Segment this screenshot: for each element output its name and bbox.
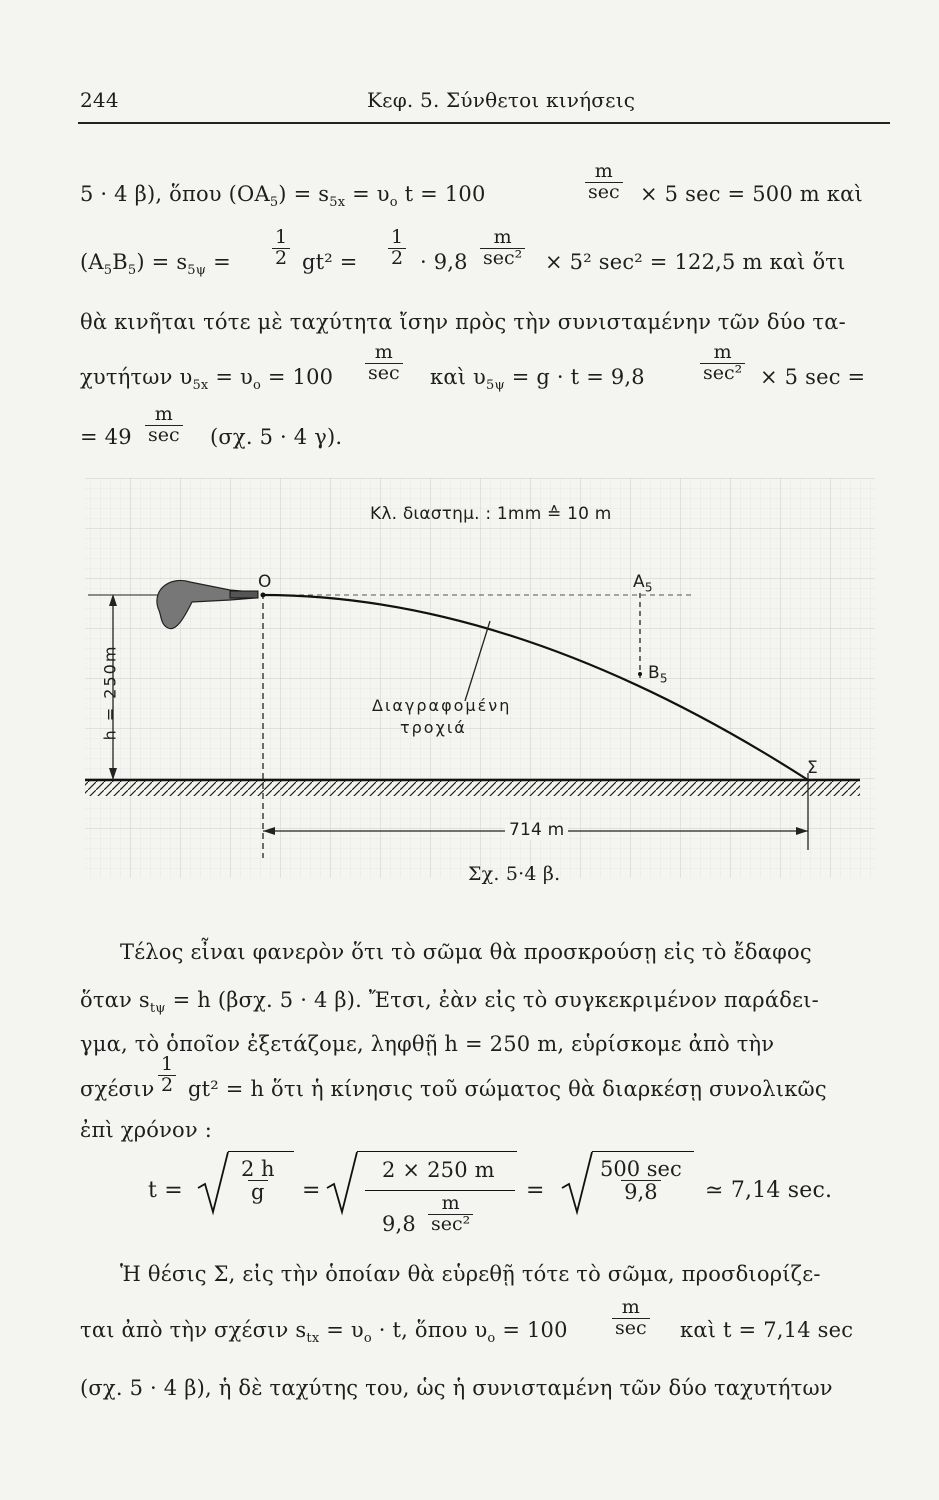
a5-sub: 5	[644, 580, 653, 595]
eq2-half-num: 1	[275, 226, 288, 248]
para2-sub-tx: tx	[306, 1331, 320, 1347]
para1-line-5: ἐπὶ χρόνον :	[80, 1118, 213, 1142]
eq4-frac-den: sec	[365, 363, 403, 384]
para1-line-4-a: σχέσιν	[80, 1077, 155, 1101]
eqt-r2-num: 2 × 250 m	[382, 1158, 495, 1182]
eqt-r2-den-val: 9,8	[382, 1212, 416, 1236]
sqrt-2-icon	[325, 1150, 359, 1216]
para2-line-2-lead: ται ἀπὸ τὴν σχέσιν s	[80, 1318, 307, 1342]
eq2-value: · 9,8	[420, 250, 468, 274]
sqrt-2-bar	[357, 1151, 517, 1152]
eq1-sub-o: o	[389, 195, 398, 211]
eq2-unit-den: sec²	[480, 248, 525, 269]
para2-line-2-mid3: = 100	[495, 1318, 568, 1342]
eq2-sub-a: 5	[103, 263, 113, 279]
eq4-mid3: καὶ υ	[430, 365, 486, 389]
eq4-mid4: = g · t = 9,8	[504, 365, 645, 389]
figure-diagram	[80, 478, 880, 890]
eq5-tail: (σχ. 5 · 4 γ).	[210, 425, 343, 449]
distance-label: 714 m	[505, 820, 568, 840]
eqt-r3-num: 500 sec	[600, 1157, 682, 1181]
eq2-unit-num: m	[493, 226, 512, 248]
b5-point	[638, 672, 642, 676]
eq2-tail: × 5² sec² = 122,5 m καὶ ὅτι	[545, 250, 846, 274]
para2-sub-o: o	[363, 1331, 372, 1347]
para2-fraction	[612, 1298, 650, 1339]
eq1-mid3: t = 100	[397, 182, 486, 206]
eq4-sub-5y: 5ψ	[485, 378, 505, 394]
graph-paper	[85, 478, 875, 878]
para1-line-4-b: gt² = h ὅτι ἡ κίνησις τοῦ σώματος θὰ διαρκέσῃ συνολικῶς	[188, 1077, 827, 1101]
eq5-fraction	[145, 405, 183, 446]
b5-sub: 5	[659, 671, 668, 686]
trajectory-label-1: Διαγραφομένη	[372, 696, 512, 715]
para2-line-1: Ἡ θέσις Σ, εἰς τὴν ὁποίαν θὰ εὑρεθῇ τότε τὸ σῶμα, προσδιορίζε-	[120, 1262, 821, 1286]
eq2-half2-num: 1	[391, 226, 404, 248]
eq1-frac-den: sec	[585, 182, 623, 203]
a5-label	[633, 572, 653, 594]
eq1-mid1: ) = s	[278, 182, 330, 206]
para2-line-2-mid2: · t, ὅπου υ	[371, 1318, 488, 1342]
para1-line-2-sub: tψ	[149, 1001, 166, 1017]
eq1-sub: 5	[269, 195, 279, 211]
para1-half-num: 1	[161, 1053, 174, 1075]
sigma-label: Σ	[807, 758, 818, 778]
para1-line-2-a: ὅταν s	[80, 988, 150, 1012]
sqrt-3-bar	[592, 1151, 694, 1152]
eq1-sub-5x: 5x	[329, 195, 346, 211]
eq2-lead: (A	[80, 250, 104, 274]
page-number: 244	[80, 88, 119, 112]
sqrt-3-icon	[560, 1150, 594, 1216]
trajectory-label-2: τροχιά	[400, 718, 467, 737]
b5-label	[648, 663, 668, 685]
para1-line-2-b: = h (βσχ. 5 · 4 β). Ἔτσι, ἐὰν εἰς τὸ συγκεκριμένον παράδει-	[165, 988, 819, 1012]
height-label: h = 250m	[100, 644, 120, 741]
eq2-half-den: 2	[272, 248, 290, 269]
para2-line-2	[80, 1318, 568, 1346]
eqt-r1-fraction	[238, 1158, 278, 1203]
eq4-sub-o: o	[252, 378, 262, 394]
eqt-r3-den: 9,8	[621, 1180, 660, 1203]
eq1-frac-num: m	[594, 160, 613, 182]
eq1-mid2: = υ	[345, 182, 390, 206]
para2-line-2-mid: = υ	[319, 1318, 364, 1342]
para1-half-den: 2	[158, 1075, 176, 1096]
para2-frac-num: m	[621, 1296, 640, 1318]
eq4-mid2: = 100	[261, 365, 334, 389]
ground-hatch	[85, 780, 860, 796]
eq4-frac-num: m	[374, 341, 393, 363]
eq4-frac2-den: sec²	[700, 363, 745, 384]
sqrt-1-icon	[196, 1150, 230, 1216]
para2-sub-o2: o	[487, 1331, 496, 1347]
eqt-result: ≃ 7,14 sec.	[705, 1178, 833, 1203]
para1-half-fraction	[158, 1055, 176, 1096]
a5-letter: A	[633, 572, 645, 592]
text-line-3: θὰ κινῆται τότε μὲ ταχύτητα ἴσην πρὸς τὴν συνισταμένην τῶν δύο τα-	[80, 310, 846, 334]
eq2-half2-den: 2	[388, 248, 406, 269]
eqt-eq2: =	[526, 1178, 545, 1203]
eq2-b: B	[112, 250, 128, 274]
eqt-r2-den-fraction	[428, 1194, 473, 1235]
figure-caption: Σχ. 5·4 β.	[468, 863, 561, 885]
eq4-fraction-2	[700, 343, 745, 384]
eq2-sub-5y: 5ψ	[187, 263, 207, 279]
eq1-lead: 5 · 4 β), ὅπου (OA	[80, 182, 270, 206]
eq4-sub-5x: 5x	[192, 378, 209, 394]
figure-svg	[80, 478, 880, 890]
eq2-eq: =	[213, 250, 231, 274]
para1-line-3: γμα, τὸ ὁποῖον ἐξετάζομε, ληφθῇ h = 250 m, εὑρίσκομε ἀπὸ τὴν	[80, 1032, 775, 1056]
eqt-eq1: =	[302, 1178, 321, 1203]
eqt-r2-den-den: sec²	[428, 1214, 473, 1235]
eqt-r2-bar	[365, 1190, 515, 1191]
para2-frac-den: sec	[612, 1318, 650, 1339]
eq4-lead: χυτήτων υ	[80, 365, 193, 389]
eqt-r2-den-num: m	[441, 1192, 460, 1214]
eq1-fraction	[585, 162, 623, 203]
eqt-r1-num: 2 h	[241, 1157, 275, 1181]
origin-point	[261, 593, 266, 598]
eq4-mid1: = υ	[208, 365, 253, 389]
eq2-half-fraction	[272, 228, 290, 269]
para1-line-2	[80, 988, 819, 1016]
eq4-fraction	[365, 343, 403, 384]
eq1-tail: × 5 sec = 500 m καὶ	[640, 182, 863, 206]
origin-label: O	[258, 572, 272, 592]
eq4-frac2-num: m	[713, 341, 732, 363]
header-rule	[78, 122, 890, 124]
para2-line-2-tail: καὶ t = 7,14 sec	[680, 1318, 854, 1342]
eqt-r1-den: g	[248, 1180, 267, 1203]
eq5-frac-den: sec	[145, 425, 183, 446]
eq2-unit-fraction	[480, 228, 525, 269]
eq4-tail: × 5 sec =	[760, 365, 866, 389]
eq2-mid1: ) = s	[136, 250, 188, 274]
scale-label: Κλ. διαστημ. : 1mm ≙ 10 m	[370, 504, 612, 524]
running-title: Κεφ. 5. Σύνθετοι κινήσεις	[367, 88, 636, 112]
eq2-half2-fraction	[388, 228, 406, 269]
eqt-r3-fraction	[597, 1158, 685, 1203]
sqrt-1-bar	[228, 1151, 294, 1152]
eqt-t: t =	[148, 1178, 183, 1203]
eq2-sub-b: 5	[127, 263, 137, 279]
para1-line-1: Τέλος εἶναι φανερὸν ὅτι τὸ σῶμα θὰ προσκρούσῃ εἰς τὸ ἔδαφος	[120, 940, 812, 964]
para2-line-3: (σχ. 5 · 4 β), ἡ δὲ ταχύτης του, ὡς ἡ συνισταμένη τῶν δύο ταχυτήτων	[80, 1376, 833, 1400]
eq2-gt2: gt² =	[302, 250, 358, 274]
eq5-frac-num: m	[154, 403, 173, 425]
eq5-lead: = 49	[80, 425, 132, 449]
b5-letter: B	[648, 663, 660, 683]
